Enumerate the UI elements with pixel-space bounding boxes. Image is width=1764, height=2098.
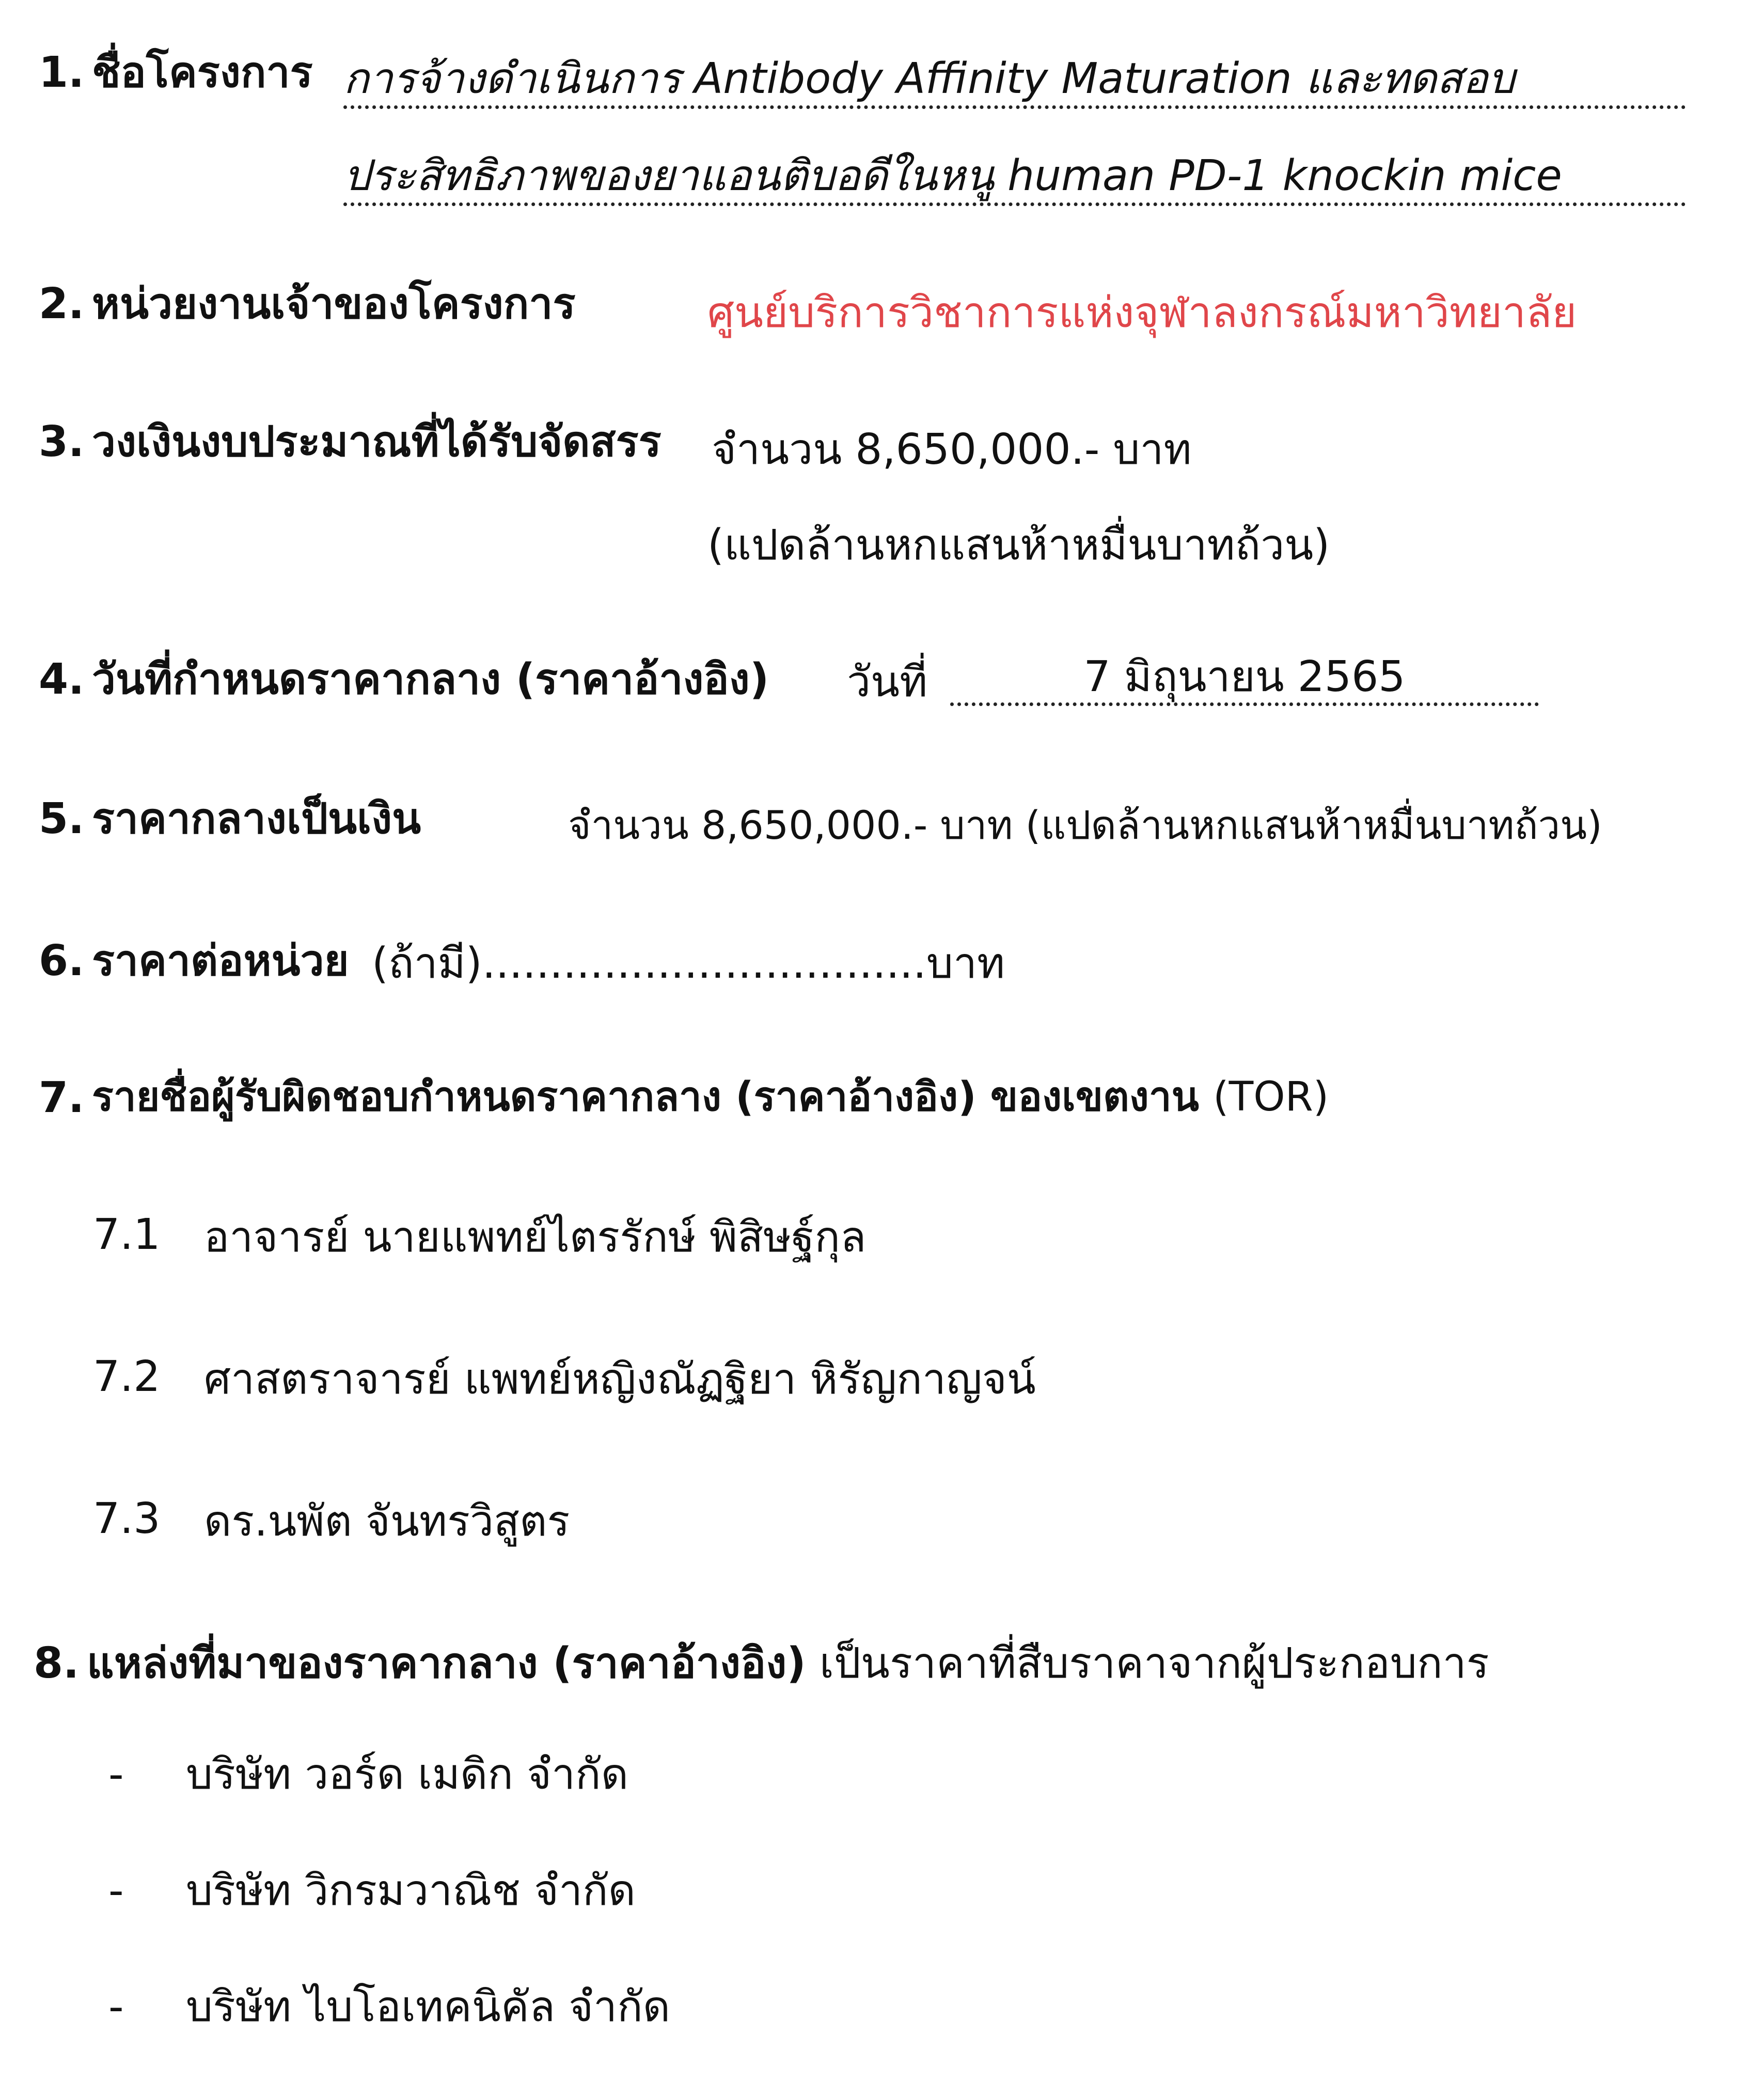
date-prefix: วันที่ bbox=[847, 657, 928, 707]
item-3-number: 3. bbox=[39, 417, 85, 466]
company-1-name: บริษัท วอร์ด เมดิก จำกัด bbox=[186, 1750, 628, 1799]
unit-price-line: (ถ้ามี).................................บาท bbox=[372, 939, 1005, 988]
item-4-number: 4. bbox=[39, 655, 85, 704]
company-3-name: บริษัท ไบโอเทคนิคัล จำกัด bbox=[186, 1982, 670, 2031]
project-name-line-1: การจ้างดำเนินการ Antibody Affinity Maturation และทดสอบ bbox=[343, 58, 1686, 109]
item-5-label: ราคากลางเป็นเงิน bbox=[92, 794, 421, 843]
item-3-label: วงเงินงบประมาณที่ได้รับจัดสรร bbox=[92, 417, 662, 466]
budget-amount: จำนวน 8,650,000.- บาท bbox=[712, 425, 1192, 474]
company-3-bullet: - bbox=[108, 1982, 124, 2031]
project-name-line-2: ประสิทธิภาพของยาแอนติบอดีในหนู human PD-1 knockin mice bbox=[343, 155, 1686, 206]
reference-date-value: 7 มิถุนายน 2565 bbox=[950, 656, 1539, 706]
company-2-bullet: - bbox=[108, 1866, 124, 1915]
item-7-label-text: รายชื่อผู้รับผิดชอบกำหนดราคากลาง (ราคาอ้างอิง) ของเขตงาน bbox=[92, 1074, 1199, 1120]
person-7-2-name: ศาสตราจารย์ แพทย์หญิงณัฏฐิยา หิรัญกาญจน์ bbox=[204, 1355, 1036, 1404]
person-7-1-number: 7.1 bbox=[93, 1210, 161, 1259]
item-8-number: 8. bbox=[34, 1639, 80, 1688]
project-owner-value: ศูนย์บริการวิชาการแห่งจุฬาลงกรณ์มหาวิทยาลัย bbox=[707, 288, 1577, 337]
item-7-number: 7. bbox=[39, 1073, 85, 1122]
item-6-label: ราคาต่อหน่วย bbox=[92, 936, 349, 985]
item-8-label-text: แหล่งที่มาของราคากลาง (ราคาอ้างอิง) bbox=[87, 1639, 806, 1688]
item-8-label-tail: เป็นราคาที่สืบราคาจากผู้ประกอบการ bbox=[819, 1639, 1489, 1688]
company-1-bullet: - bbox=[108, 1750, 124, 1799]
item-8-label bbox=[87, 1639, 1489, 1688]
person-7-1-name: อาจารย์ นายแพทย์ไตรรักษ์ พิสิษฐ์กุล bbox=[204, 1213, 867, 1262]
median-price-value: จำนวน 8,650,000.- บาท (แปดล้านหกแสนห้าหมื่นบาทถ้วน) bbox=[568, 802, 1602, 848]
item-5-number: 5. bbox=[39, 794, 85, 843]
item-1-number: 1. bbox=[39, 48, 85, 97]
item-6-number: 6. bbox=[39, 936, 85, 985]
item-1-label: ชื่อโครงการ bbox=[92, 48, 313, 97]
person-7-2-number: 7.2 bbox=[93, 1352, 161, 1401]
item-7-label-tail: (TOR) bbox=[1213, 1074, 1329, 1120]
company-2-name: บริษัท วิกรมวาณิช จำกัด bbox=[186, 1866, 636, 1915]
item-4-label: วันที่กำหนดราคากลาง (ราคาอ้างอิง) bbox=[92, 655, 769, 704]
budget-amount-words: (แปดล้านหกแสนห้าหมื่นบาทถ้วน) bbox=[707, 521, 1330, 570]
person-7-3-number: 7.3 bbox=[93, 1494, 161, 1543]
item-7-label bbox=[92, 1074, 1329, 1120]
item-2-number: 2. bbox=[39, 279, 85, 328]
item-2-label: หน่วยงานเจ้าของโครงการ bbox=[92, 279, 576, 328]
person-7-3-name: ดร.นพัต จันทรวิสูตร bbox=[204, 1497, 570, 1546]
